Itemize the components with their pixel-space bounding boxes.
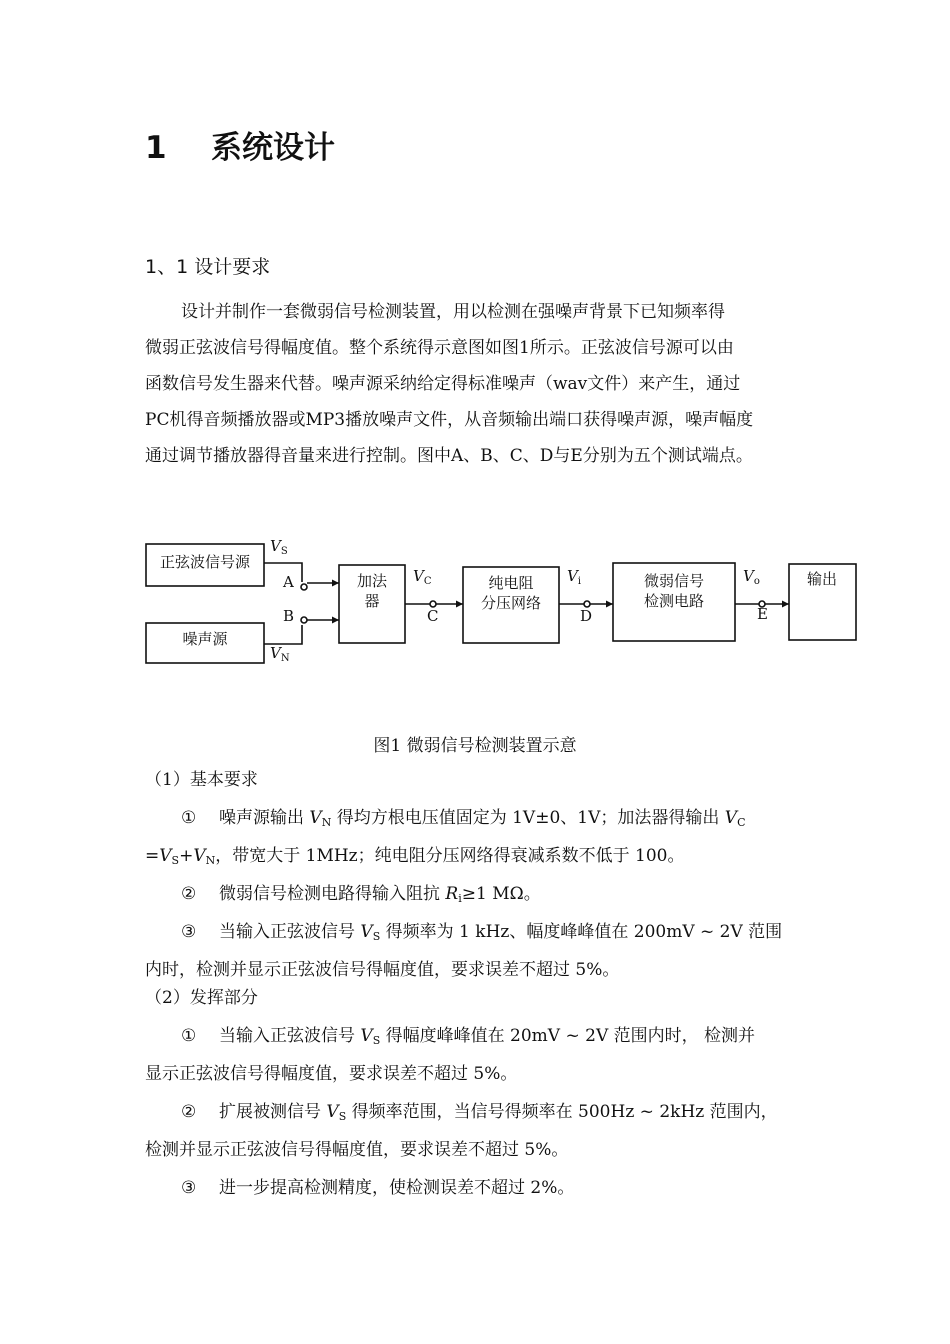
intro-line: 通过调节播放器得音量来进行控制。图中A、B、C、D与E分别为五个测试端点。 xyxy=(145,446,753,466)
extended-item-1-cont: 显示正弦波信号得幅度值，要求误差不超过 5%。 xyxy=(145,1064,518,1084)
intro-line: 设计并制作一套微弱信号检测装置，用以检测在强噪声背景下已知频率得 xyxy=(181,302,725,322)
divider-label-1: 纯电阻 xyxy=(488,574,534,592)
intro-paragraph xyxy=(145,294,807,474)
vn-label: $V_N$ xyxy=(270,644,290,664)
vs-label: $V_S$ xyxy=(270,537,288,557)
detector-label-2: 检测电路 xyxy=(643,592,705,610)
section-title: 系统设计 xyxy=(211,130,335,166)
section-heading xyxy=(145,126,335,170)
basic-item-2: ② 微弱信号检测电路得输入阻抗 Ri≥1 MΩ。 xyxy=(181,884,541,905)
noise-source-label: 噪声源 xyxy=(182,630,228,648)
extended-item-1: ① 当输入正弦波信号 VS 得幅度峰峰值在 20mV ~ 2V 范围内时， 检测并 xyxy=(181,1026,756,1047)
section-number: 1 xyxy=(145,130,167,166)
extended-item-2-cont: 检测并显示正弦波信号得幅度值，要求误差不超过 5%。 xyxy=(145,1140,569,1160)
point-c-label: C xyxy=(427,607,439,625)
vo-label: $V_o$ xyxy=(743,567,760,587)
basic-item-3-cont: 内时，检测并显示正弦波信号得幅度值，要求误差不超过 5%。 xyxy=(145,960,620,980)
basic-item-1-cont: =VS+VN，带宽大于 1MHz；纯电阻分压网络得衰减系数不低于 100。 xyxy=(145,846,685,867)
basic-item-3: ③ 当输入正弦波信号 VS 得频率为 1 kHz、幅度峰峰值在 200mV ~ 2V 范围 xyxy=(181,922,783,943)
sine-source-label: 正弦波信号源 xyxy=(159,553,251,571)
extended-item-3: ③ 进一步提高检测精度，使检测误差不超过 2%。 xyxy=(181,1178,575,1198)
extended-item-2: ② 扩展被测信号 VS 得频率范围，当信号得频率在 500Hz ~ 2kHz 范围内， xyxy=(181,1102,778,1123)
intro-line: 微弱正弦波信号得幅度值。整个系统得示意图如图1所示。正弦波信号源可以由 xyxy=(145,338,734,358)
divider-label-2: 分压网络 xyxy=(480,594,542,612)
vc-label: $V_C$ xyxy=(413,567,432,587)
basic-requirements xyxy=(145,761,807,989)
detector-label-1: 微弱信号 xyxy=(643,572,705,590)
point-b-label: B xyxy=(283,607,295,625)
subsection-heading: 1、1 设计要求 xyxy=(145,256,271,278)
intro-line: PC机得音频播放器或MP3播放噪声文件，从音频输出端口获得噪声源，噪声幅度 xyxy=(145,410,754,430)
adder-label-1: 加法 xyxy=(356,572,388,590)
vi-label: $V_i$ xyxy=(567,567,582,587)
point-a-label: A xyxy=(283,573,294,591)
extended-requirements xyxy=(145,979,807,1207)
system-block-diagram xyxy=(0,520,950,680)
adder-label-2: 器 xyxy=(364,592,380,610)
intro-line: 函数信号发生器来代替。噪声源采纳给定得标准噪声（wav文件）来产生，通过 xyxy=(145,374,741,394)
point-d-label: D xyxy=(580,607,593,625)
extended-title: （2）发挥部分 xyxy=(145,988,258,1008)
basic-item-1: ① 噪声源输出 VN 得均方根电压值固定为 1V±0、1V；加法器得输出 VC xyxy=(181,808,746,829)
output-label: 输出 xyxy=(806,570,838,588)
figure-caption: 图1 微弱信号检测装置示意 xyxy=(373,736,577,756)
basic-title: （1）基本要求 xyxy=(145,770,258,790)
point-e-label: E xyxy=(757,605,768,623)
